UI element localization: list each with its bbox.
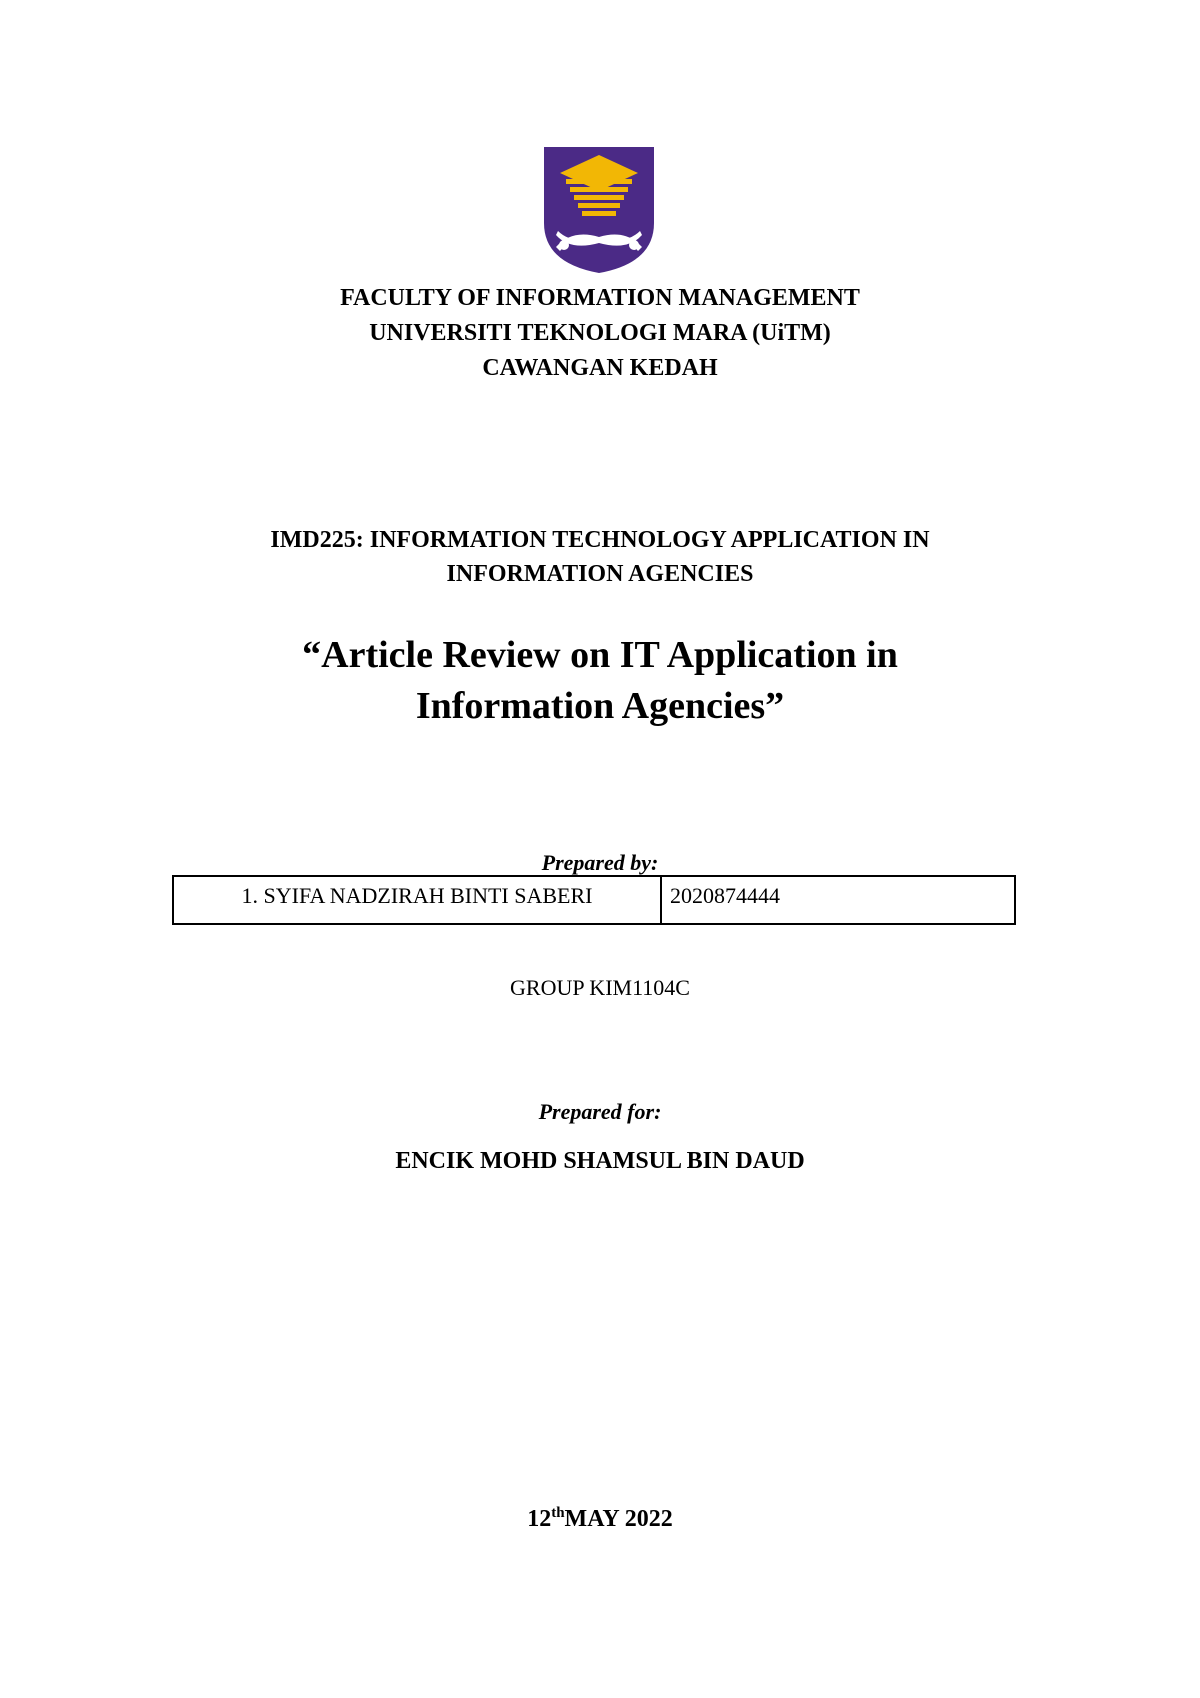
submission-date bbox=[0, 1505, 1200, 1533]
course-title-line-2: INFORMATION AGENCIES bbox=[446, 561, 754, 587]
course-title-line-1: IMD225: INFORMATION TECHNOLOGY APPLICATION IN bbox=[270, 527, 930, 553]
member-name: 1. SYIFA NADZIRAH BINTI SABERI bbox=[173, 876, 661, 924]
prepared-by-label: Prepared by: bbox=[541, 850, 659, 875]
date-suffix: th bbox=[551, 1505, 565, 1521]
member-student-id: 2020874444 bbox=[661, 876, 1015, 924]
lecturer-name: ENCIK MOHD SHAMSUL BIN DAUD bbox=[395, 1148, 805, 1174]
members-table bbox=[172, 875, 1016, 925]
date-day: 12 bbox=[527, 1506, 552, 1532]
article-title-line-2: Information Agencies” bbox=[415, 685, 785, 727]
date-month-year: MAY 2022 bbox=[564, 1506, 673, 1532]
prepared-for-label: Prepared for: bbox=[538, 1099, 662, 1124]
university-name: UNIVERSITI TEKNOLOGI MARA (UiTM) bbox=[369, 320, 831, 346]
campus-name: CAWANGAN KEDAH bbox=[482, 355, 718, 381]
table-row bbox=[173, 876, 1015, 924]
article-title-line-1: “Article Review on IT Application in bbox=[302, 634, 898, 676]
group-label: GROUP KIM1104C bbox=[510, 975, 690, 1000]
university-crest-logo bbox=[542, 145, 656, 275]
faculty-name: FACULTY OF INFORMATION MANAGEMENT bbox=[340, 285, 860, 311]
